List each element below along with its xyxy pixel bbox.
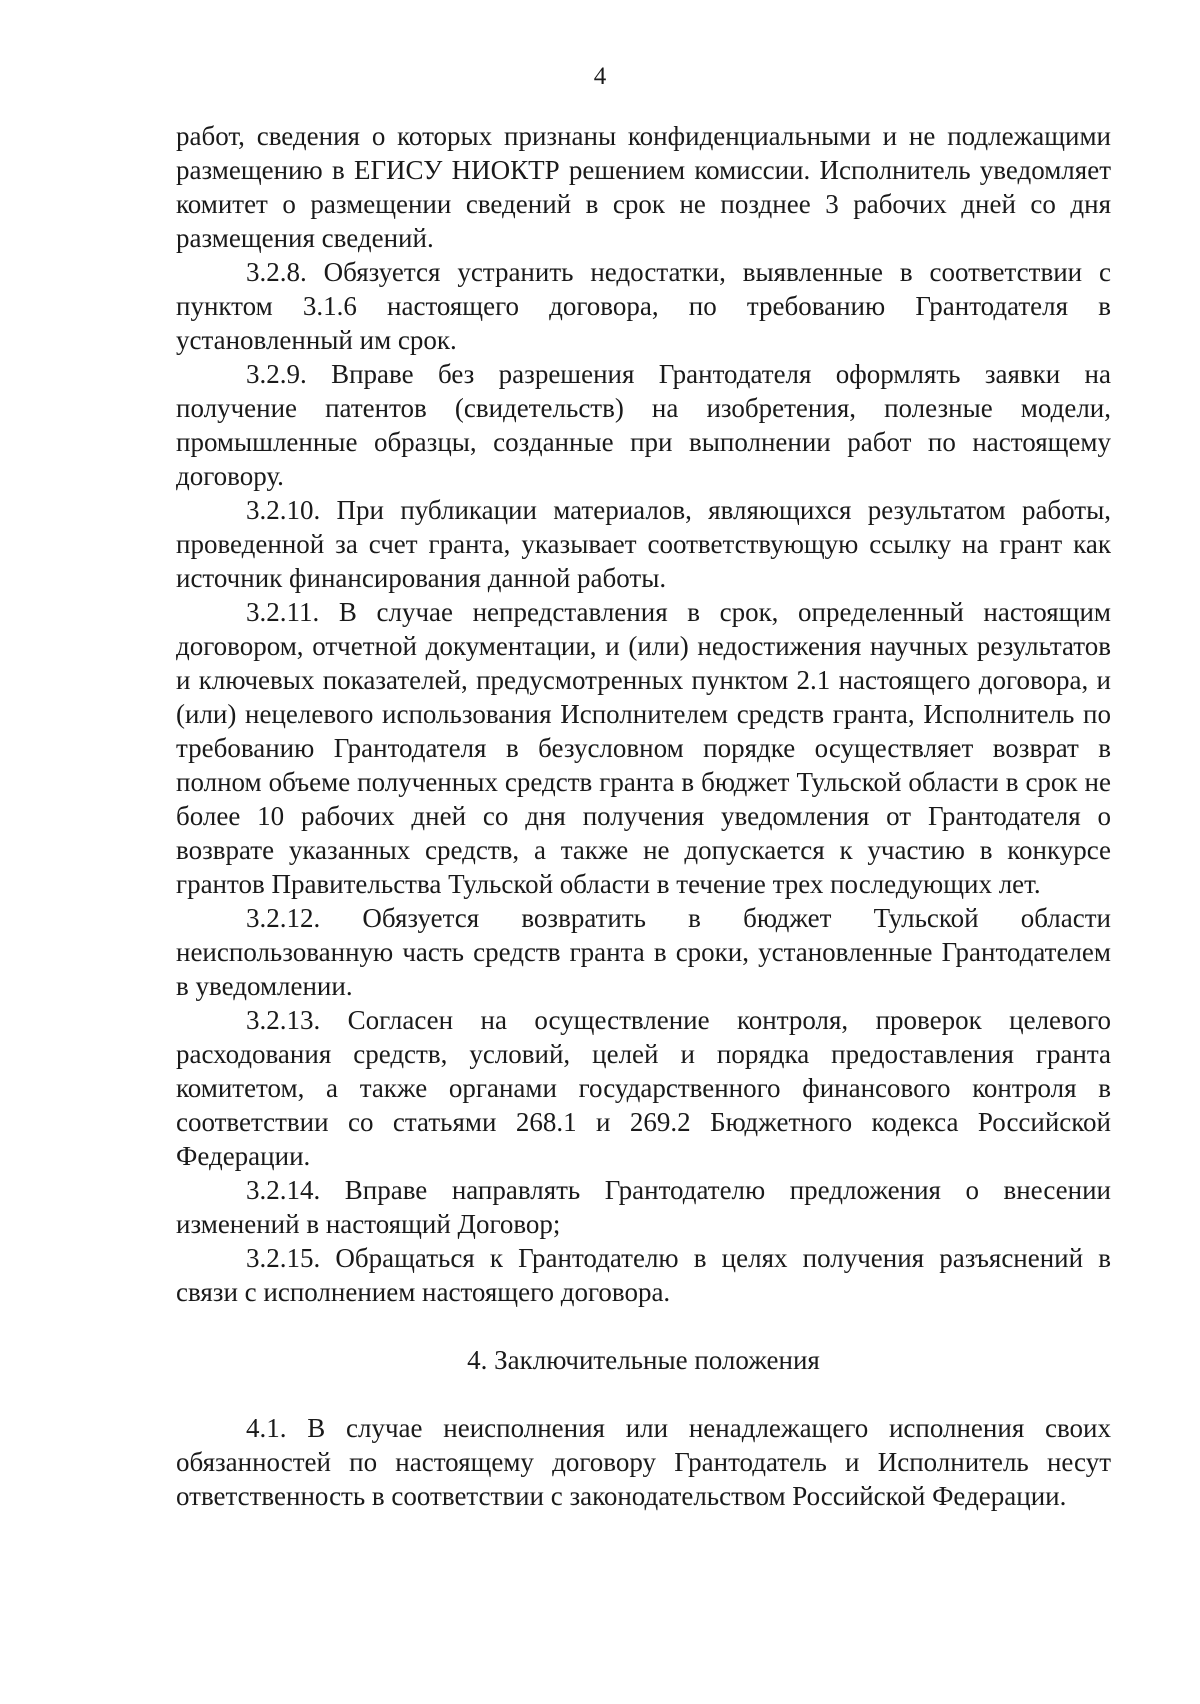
paragraph-3-2-13: 3.2.13. Согласен на осуществление контроля, проверок целевого расходования средств, условий, целей и порядка предоставления гранта комитетом, а также органами государственного финансового контроля в соответствии со статьями 268.1 и 269.2 Бюджетного кодекса Российской Федерации. [176,1005,1111,1171]
paragraph-3-2-8: 3.2.8. Обязуется устранить недостатки, выявленные в соответствии с пунктом 3.1.6 настоящего договора, по требованию Грантодателя в установленный им срок. [176,257,1111,355]
section-heading: 4. Заключительные положения [467,1345,820,1375]
paragraph-3-2-15: 3.2.15. Обращаться к Грантодателю в целях получения разъяснений в связи с исполнением настоящего договора. [176,1243,1111,1307]
page-number: 4 [593,63,607,90]
document-body [176,119,1111,1513]
paragraph-3-2-14: 3.2.14. Вправе направлять Грантодателю предложения о внесении изменений в настоящий Договор; [176,1175,1111,1239]
paragraph-3-2-10: 3.2.10. При публикации материалов, являющихся результатом работы, проведенной за счет гранта, указывает соответствующую ссылку на грант как источник финансирования данной работы. [176,495,1111,593]
paragraph-3-2-12: 3.2.12. Обязуется возвратить в бюджет Тульской области неиспользованную часть средств гранта в сроки, установленные Грантодателем в уведомлении. [176,903,1111,1001]
paragraph-continuation: работ, сведения о которых признаны конфиденциальными и не подлежащими размещению в ЕГИСУ НИОКТР решением комиссии. Исполнитель уведомляет комитет о размещении сведений в срок не позднее 3 рабочих дней со дня размещения сведений. [176,121,1111,253]
paragraph-4-1: 4.1. В случае неисполнения или ненадлежащего исполнения своих обязанностей по настоящему договору Грантодатель и Исполнитель несут ответственность в соответствии с законодательством Российской Федерации. [176,1413,1111,1511]
paragraph-3-2-11: 3.2.11. В случае непредставления в срок, определенный настоящим договором, отчетной документации, и (или) недостижения научных результатов и ключевых показателей, предусмотренных пунктом 2.1 настоящего договора, и (или) нецелевого использования Исполнителем средств гранта, Исполнитель по требованию Грантодателя в безусловном порядке осуществляет возврат в полном объеме полученных средств гранта в бюджет Тульской области в срок не более 10 рабочих дней со дня получения уведомления от Грантодателя о возврате указанных средств, а также не допускается к участию в конкурсе грантов Правительства Тульской области в течение трех последующих лет. [176,597,1111,899]
paragraph-3-2-9: 3.2.9. Вправе без разрешения Грантодателя оформлять заявки на получение патентов (свидетельств) на изобретения, полезные модели, промышленные образцы, созданные при выполнении работ по настоящему договору. [176,359,1111,491]
